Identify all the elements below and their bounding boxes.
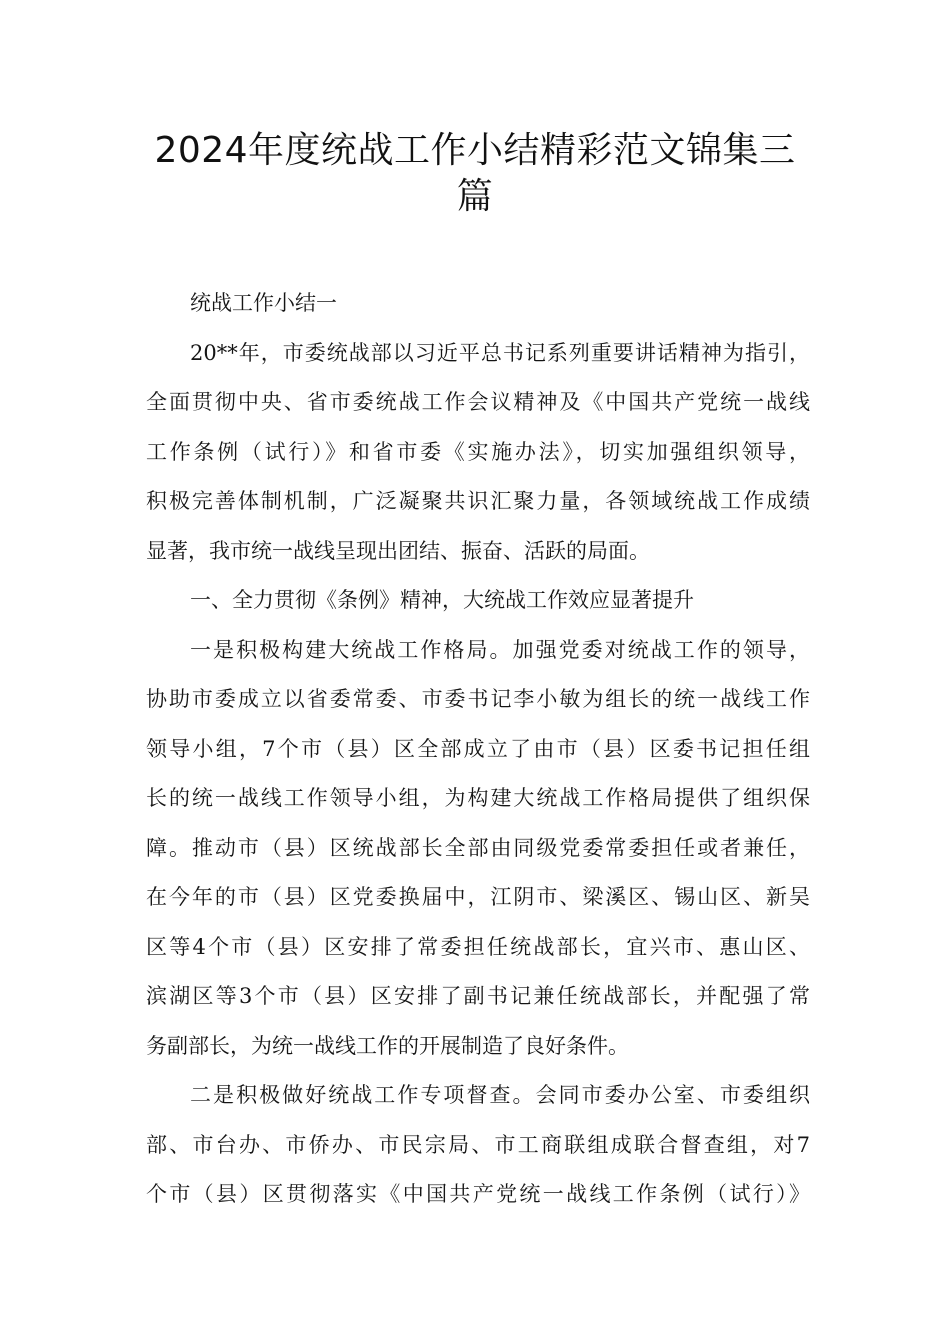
title-line: 篇 — [456, 176, 494, 217]
section-heading: 统战工作小结一 — [190, 291, 337, 315]
document-title — [130, 128, 820, 220]
paragraph-line: 一是积极构建大统战工作格局。加强党委对统战工作的领导， — [190, 637, 810, 662]
paragraph-line: 显著，我市统一战线呈现出团结、振奋、活跃的局面。 — [146, 538, 650, 563]
paragraph-line: 工作条例（试行）》和省市委《实施办法》，切实加强组织领导， — [146, 439, 810, 464]
paragraph-line: 障。推动市（县）区统战部长全部由同级党委常委担任或者兼任， — [146, 835, 810, 860]
title-line: 2024年度统战工作小结精彩范文锦集三 — [154, 130, 796, 171]
paragraph-line: 区等4个市（县）区安排了常委担任统战部长，宜兴市、惠山区、 — [146, 934, 810, 959]
paragraph-line: 部、市台办、市侨办、市民宗局、市工商联组成联合督查组，对7 — [146, 1132, 810, 1157]
paragraph-line: 务副部长，为统一战线工作的开展制造了良好条件。 — [146, 1033, 629, 1058]
paragraph-line: 全面贯彻中央、省市委统战工作会议精神及《中国共产党统一战线 — [146, 390, 810, 414]
paragraph-line: 滨湖区等3个市（县）区安排了副书记兼任统战部长，并配强了常 — [146, 984, 810, 1008]
paragraph-line: 领导小组，7个市（县）区全部成立了由市（县）区委书记担任组 — [146, 736, 810, 761]
paragraph-line: 在今年的市（县）区党委换届中，江阴市、梁溪区、锡山区、新吴 — [146, 885, 810, 909]
paragraph-line: 长的统一战线工作领导小组，为构建大统战工作格局提供了组织保 — [146, 786, 810, 810]
paragraph-line: 积极完善体制机制，广泛凝聚共识汇聚力量，各领域统战工作成绩 — [146, 489, 810, 513]
paragraph-line: 协助市委成立以省委常委、市委书记李小敏为组长的统一战线工作 — [146, 687, 810, 711]
paragraph-line: 二是积极做好统战工作专项督查。会同市委办公室、市委组织 — [190, 1083, 810, 1107]
paragraph-line: 20**年，市委统战部以习近平总书记系列重要讲话精神为指引， — [190, 340, 810, 365]
paragraph-line: 个市（县）区贯彻落实《中国共产党统一战线工作条例（试行）》 — [146, 1182, 810, 1206]
document-body — [146, 279, 810, 1220]
subsection-heading: 一、全力贯彻《条例》精神，大统战工作效应显著提升 — [190, 588, 694, 612]
